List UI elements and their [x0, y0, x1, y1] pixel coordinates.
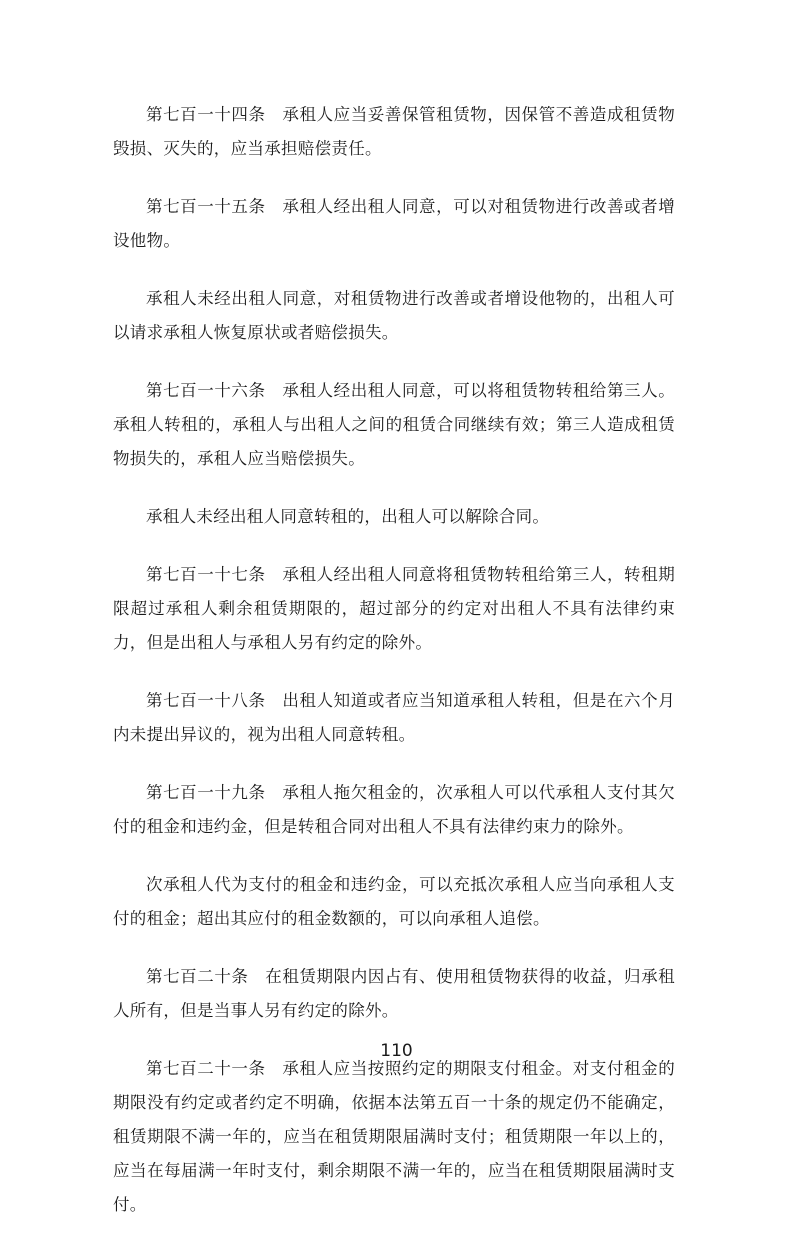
page-number: 110 — [380, 1041, 413, 1061]
paragraph-article-716 — [113, 374, 675, 476]
paragraph-text: 承租人经出租人同意，可以对租赁物进行改善或者增设他物。 — [113, 197, 675, 250]
paragraph-article-715-clause-2 — [113, 282, 675, 350]
article-number: 第七百一十九条 — [146, 783, 266, 802]
paragraph-text: 承租人未经出租人同意转租的，出租人可以解除合同。 — [146, 507, 550, 526]
article-number: 第七百二十条 — [146, 967, 249, 986]
article-number: 第七百一十四条 — [146, 105, 266, 124]
paragraph-article-720 — [113, 960, 675, 1028]
article-number: 第七百一十六条 — [146, 381, 266, 400]
paragraph-text: 在租赁期限内因占有、使用租赁物获得的收益，归承租人所有，但是当事人另有约定的除外。 — [113, 967, 675, 1020]
paragraph-article-718 — [113, 684, 675, 752]
article-number: 第七百一十八条 — [146, 691, 266, 710]
paragraph-article-719-clause-2 — [113, 868, 675, 936]
paragraph-article-714 — [113, 98, 675, 166]
paragraph-text: 承租人经出租人同意将租赁物转租给第三人，转租期限超过承租人剩余租赁期限的，超过部分的约定对出租人不具有法律约束力，但是出租人与承租人另有约定的除外。 — [113, 565, 675, 652]
article-number: 第七百一十七条 — [146, 565, 266, 584]
paragraph-article-721 — [113, 1052, 675, 1222]
paragraph-text: 出租人知道或者应当知道承租人转租，但是在六个月内未提出异议的，视为出租人同意转租。 — [113, 691, 675, 744]
paragraph-text: 承租人未经出租人同意，对租赁物进行改善或者增设他物的，出租人可以请求承租人恢复原状或者赔偿损失。 — [113, 289, 675, 342]
paragraph-article-715 — [113, 190, 675, 258]
article-number: 第七百二十一条 — [146, 1059, 266, 1078]
article-number: 第七百一十五条 — [146, 197, 266, 216]
paragraph-text: 承租人拖欠租金的，次承租人可以代承租人支付其欠付的租金和违约金，但是转租合同对出租人不具有法律约束力的除外。 — [113, 783, 675, 836]
paragraph-text: 承租人应当妥善保管租赁物，因保管不善造成租赁物毁损、灭失的，应当承担赔偿责任。 — [113, 105, 675, 158]
paragraph-article-719 — [113, 776, 675, 844]
document-body — [113, 98, 675, 1246]
paragraph-article-716-clause-2 — [113, 500, 675, 534]
paragraph-text: 次承租人代为支付的租金和违约金，可以充抵次承租人应当向承租人支付的租金；超出其应付的租金数额的，可以向承租人追偿。 — [113, 875, 675, 928]
paragraph-text: 承租人经出租人同意，可以将租赁物转租给第三人。承租人转租的，承租人与出租人之间的租赁合同继续有效；第三人造成租赁物损失的，承租人应当赔偿损失。 — [113, 381, 675, 468]
paragraph-text: 承租人应当按照约定的期限支付租金。对支付租金的期限没有约定或者约定不明确，依据本法第五百一十条的规定仍不能确定，租赁期限不满一年的，应当在租赁期限届满时支付；租赁期限一年以上的，应当在每届满一年时支付，剩余期限不满一年的，应当在租赁期限届满时支付。 — [113, 1059, 675, 1214]
paragraph-article-717 — [113, 558, 675, 660]
